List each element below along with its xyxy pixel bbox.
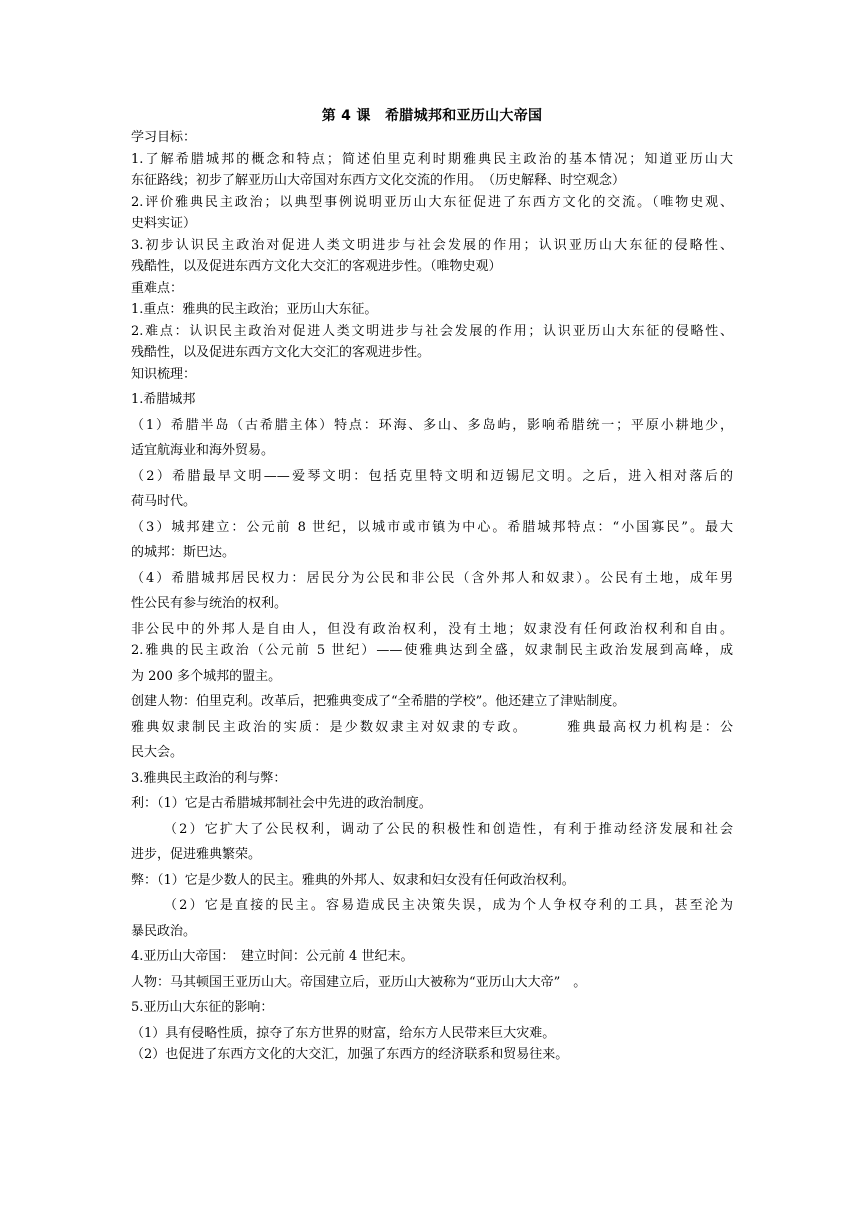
- goals-line: 2.评价雅典民主政治；以典型事例说明亚历山大东征促进了东西方文化的交流。（唯物史观、: [131, 194, 733, 210]
- keypoints-line: 残酷性，以及促进东西方文化大交汇的客观进步性。: [131, 345, 431, 360]
- paragraph-line: （3）城邦建立：公元前 8 世纪，以城市或市镇为中心。希腊城邦特点：“小国寡民”。最大: [131, 519, 733, 535]
- goals-line: 1.了解希腊城邦的概念和特点；简述伯里克利时期雅典民主政治的基本情况；知道亚历山大: [131, 151, 733, 167]
- paragraph-line: （1）希腊半岛（古希腊主体）特点：环海、多山、多岛屿，影响希腊统一；平原小耕地少，: [131, 417, 733, 433]
- goals-heading: 学习目标：: [131, 130, 197, 145]
- paragraph-line: （4）希腊城邦居民权力：居民分为公民和非公民（含外邦人和奴隶）。公民有土地，成年男: [131, 570, 733, 586]
- paragraph-line: （2）也促进了东西方文化的大交汇，加强了东西方的经济联系和贸易往来。: [131, 1047, 569, 1062]
- paragraph-line: 非公民中的外邦人是自由人，但没有政治权利，没有土地；奴隶没有任何政治权利和自由。: [131, 621, 733, 637]
- cons-item: （2）它是直接的民主。容易造成民主决策失误，成为个人争权夺利的工具，甚至沦为: [164, 898, 733, 913]
- goals-line: 残酷性，以及促进东西方文化大交汇的客观进步性。（唯物史观）: [131, 259, 502, 274]
- section-title: 4.亚历山大帝国： 建立时间：公元前 4 世纪末。: [131, 949, 414, 964]
- paragraph-line: （1）具有侵略性质，掠夺了东方世界的财富，给东方人民带来巨大灾难。: [131, 1025, 556, 1041]
- paragraph-line: 创建人物：伯里克利。改革后，把雅典变成了“全希腊的学校”。他还建立了津贴制度。: [131, 694, 626, 709]
- paragraph-line: 人物：马其顿国王亚历山大。帝国建立后，亚历山大被称为“亚历山大大帝” 。: [131, 974, 587, 990]
- paragraph-line: 性公民有参与统治的权利。: [131, 596, 288, 611]
- paragraph-line: 为 200 多个城邦的盟主。: [131, 668, 282, 684]
- section-title: 3.雅典民主政治的利与弊：: [131, 770, 287, 786]
- keypoints-heading: 重难点：: [131, 280, 184, 296]
- paragraph-line: （2）希腊最早文明——爱琴文明：包括克里特文明和迈锡尼文明。之后，进入相对落后的: [131, 468, 733, 484]
- paragraph-line: 雅典奴隶制民主政治的实质：是少数奴隶主对奴隶的专政。 雅典最高权力机构是：公: [131, 719, 733, 735]
- cons-item: 弊：（1）它是少数人的民主。雅典的外邦人、奴隶和妇女没有任何政治权利。: [131, 872, 575, 888]
- pros-item: 进步，促进雅典繁荣。: [131, 847, 262, 862]
- section-title: 1.希腊城邦: [131, 392, 196, 407]
- paragraph-line: 荷马时代。: [131, 494, 197, 509]
- keypoints-line: 1.重点：雅典的民主政治；亚历山大东征。: [131, 302, 378, 317]
- goals-line: 3.初步认识民主政治对促进人类文明进步与社会发展的作用；认识亚历山大东征的侵略性、: [131, 237, 733, 253]
- goals-line: 史料实证）: [131, 216, 197, 231]
- goals-line: 东征路线；初步了解亚历山大帝国对东西方文化交流的作用。 （历史解释、时空观念）: [131, 173, 626, 188]
- pros-item: 利：（1）它是古希腊城邦制社会中先进的政治制度。: [131, 796, 432, 811]
- section-title: 5.亚历山大东征的影响：: [131, 1000, 274, 1015]
- cons-item: 暴民政治。: [131, 923, 197, 939]
- section-title: 2.雅典的民主政治（公元前 5 世纪）——使雅典达到全盛，奴隶制民主政治发展到高峰，成: [131, 643, 733, 658]
- lesson-title: 第 4 课 希腊城邦和亚历山大帝国: [321, 108, 543, 124]
- keypoints-line: 2.难点：认识民主政治对促进人类文明进步与社会发展的作用；认识亚历山大东征的侵略性、: [131, 323, 733, 339]
- paragraph-line: 适宜航海业和海外贸易。: [131, 443, 275, 458]
- knowledge-heading: 知识梳理：: [131, 366, 197, 382]
- pros-item: （2）它扩大了公民权利，调动了公民的积极性和创造性，有利于推动经济发展和社会: [164, 821, 733, 837]
- paragraph-line: 民大会。: [131, 745, 184, 760]
- paragraph-line: 的城邦：斯巴达。: [131, 545, 236, 560]
- document-page: [131, 106, 733, 1066]
